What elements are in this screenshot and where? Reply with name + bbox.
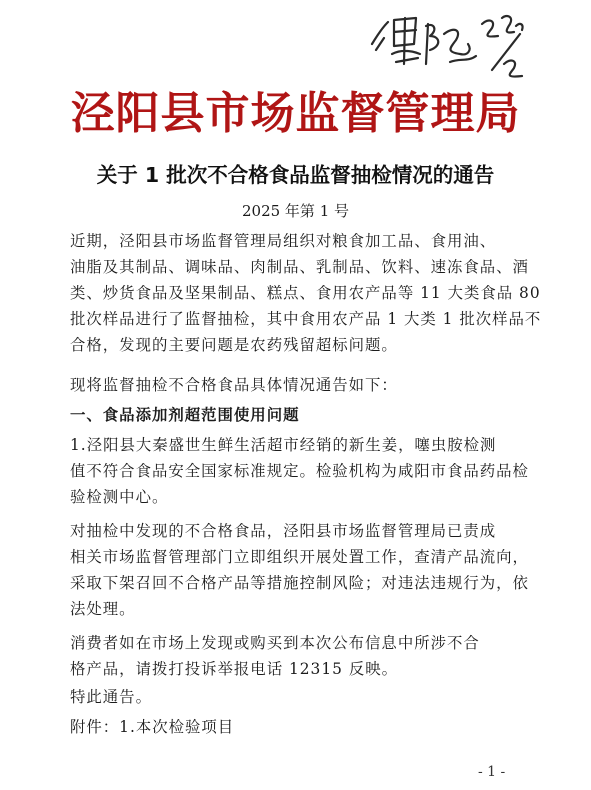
handling-line: 法处理。	[70, 600, 136, 618]
notice-title: 关于 1 批次不合格食品监督抽检情况的通告	[96, 163, 495, 187]
section-heading	[70, 402, 521, 428]
notice-intro-line: 现将监督抽检不合格食品具体情况通告如下：	[70, 376, 398, 394]
intro-line: 近期，泾阳县市场监督管理局组织对粮食加工品、食用油、	[70, 232, 497, 250]
item-1-paragraph	[70, 432, 529, 510]
consumer-line: 格产品，请拨打投诉举报电话 12315 反映。	[70, 660, 398, 678]
document-number: 2025 年第 1 号	[241, 202, 350, 220]
consumer-paragraph	[70, 630, 521, 682]
item-1-line: 1.泾阳县大秦盛世生鲜生活超市经销的新生姜，噻虫胺检测	[70, 436, 497, 454]
intro-line: 油脂及其制品、调味品、肉制品、乳制品、饮料、速冻食品、酒	[70, 258, 529, 276]
signature-drawing	[364, 4, 534, 86]
closing-paragraph	[70, 684, 521, 710]
handling-line: 采取下架召回不合格产品等措施控制风险；对违法违规行为，依	[70, 574, 529, 592]
handling-line: 相关市场监督管理部门立即组织开展处置工作，查清产品流向，	[70, 548, 529, 566]
issuing-authority: 泾阳县市场监督管理局	[70, 88, 521, 139]
handling-paragraph	[70, 518, 529, 622]
section-heading-line: 一、食品添加剂超范围使用问题	[70, 406, 300, 424]
closing-line: 特此通告。	[70, 688, 152, 706]
intro-paragraph	[70, 228, 542, 358]
item-1-line: 验检测中心。	[70, 488, 169, 506]
consumer-line: 消费者如在市场上发现或购买到本次公布信息中所涉不合	[70, 634, 480, 652]
intro-line: 批次样品进行了监督抽检，其中食用农产品 1 大类 1 批次样品不	[70, 310, 542, 328]
intro-line: 类、炒货食品及坚果制品、糕点、食用农产品等 11 大类食品 80	[70, 284, 541, 302]
attachment-paragraph	[70, 714, 521, 740]
item-1-line: 值不符合食品安全国家标准规定。检验机构为咸阳市食品药品检	[70, 462, 529, 480]
handwritten-signature	[364, 4, 534, 86]
notice-intro-paragraph	[70, 372, 521, 398]
attachment-line: 附件：1.本次检验项目	[70, 718, 235, 736]
handling-line: 对抽检中发现的不合格食品，泾阳县市场监督管理局已责成	[70, 522, 497, 540]
intro-line: 合格，发现的主要问题是农药残留超标问题。	[70, 336, 398, 354]
page-number: - 1 -	[478, 764, 506, 780]
